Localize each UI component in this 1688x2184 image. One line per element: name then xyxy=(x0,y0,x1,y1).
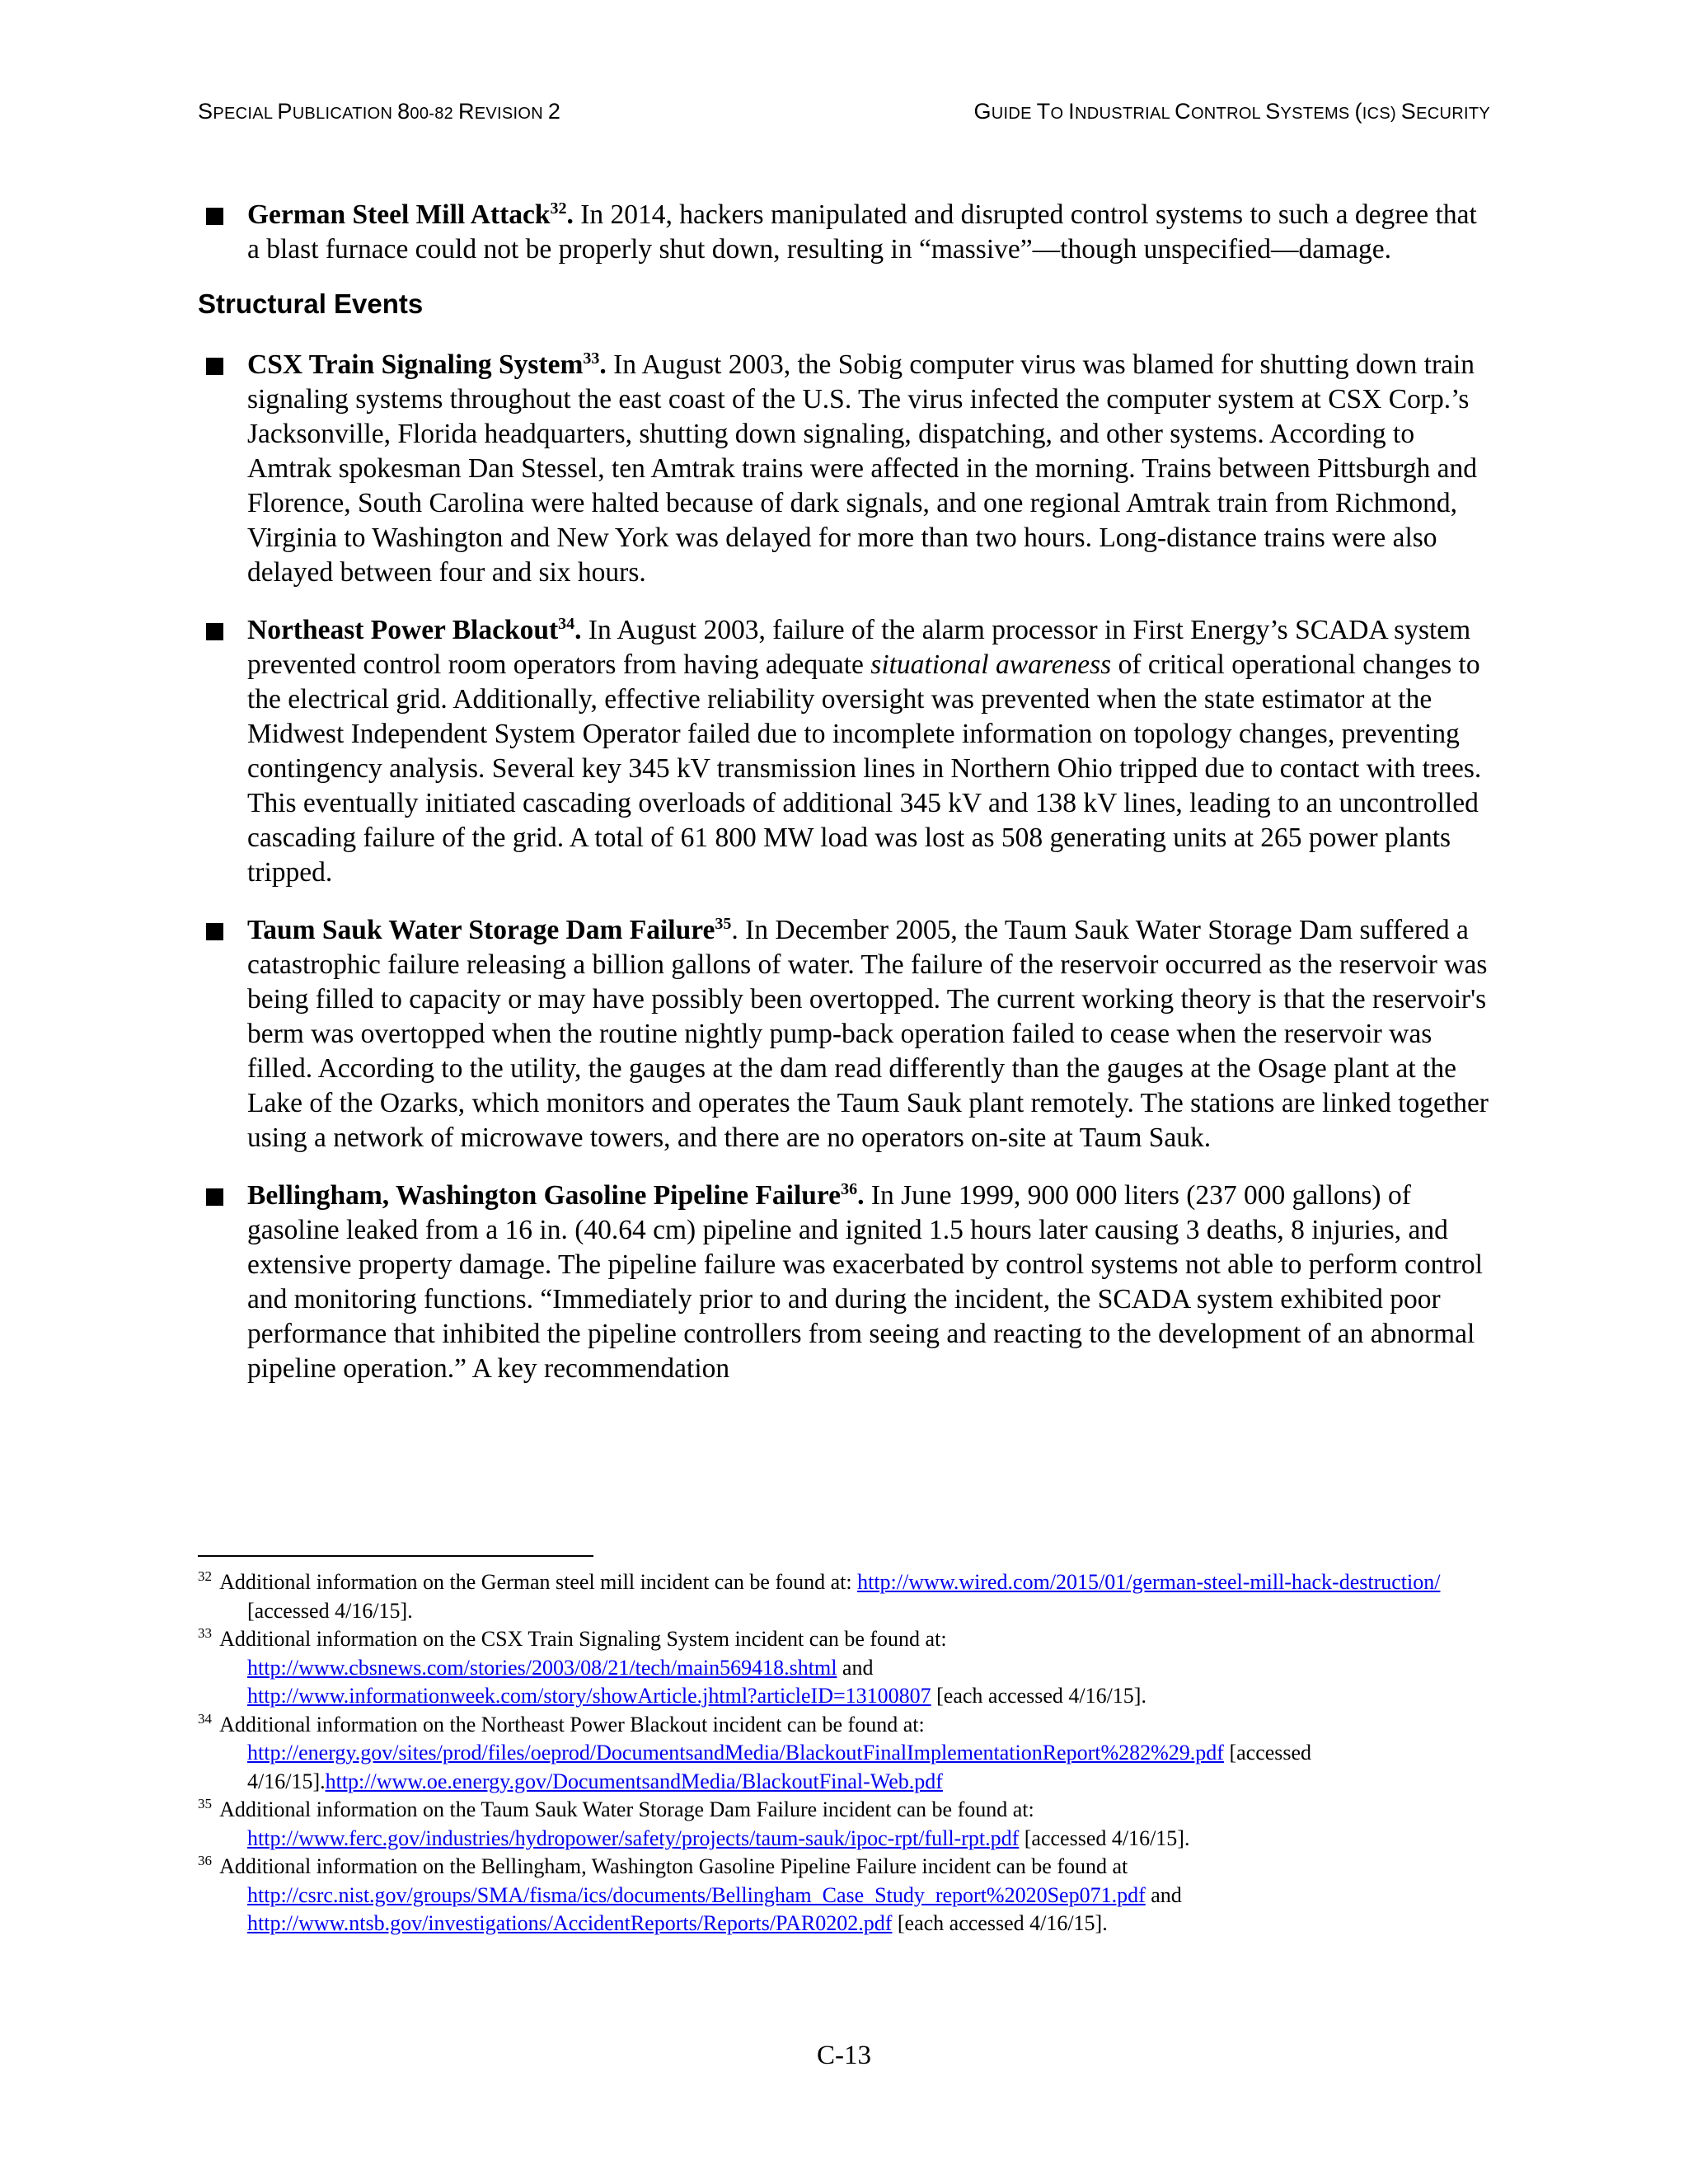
footnote-ref[interactable]: 32 xyxy=(550,199,567,218)
footnote-mid: [accessed 4/16/15]. xyxy=(247,1741,1312,1793)
bullet-text: In 2014, hackers manipulated and disrupted control systems to such a degree that a blast furnace could not be properly shut down, resulting in “massive”—though unspecified—damage. xyxy=(247,199,1477,265)
footnote-tail: [accessed 4/16/15]. xyxy=(1019,1825,1190,1850)
bullet-title: Bellingham, Washington Gasoline Pipeline Failure xyxy=(247,1180,842,1211)
bullet-taum-sauk xyxy=(198,913,1492,1155)
footnote-link[interactable]: http://www.informationweek.com/story/showArticle.jhtml?articleID=13100807 xyxy=(247,1684,931,1708)
bullet-square-icon xyxy=(206,208,223,225)
running-header xyxy=(198,99,1490,124)
footnote-link[interactable]: http://www.cbsnews.com/stories/2003/08/21/tech/main569418.shtml xyxy=(247,1655,837,1680)
footnote-mid: and xyxy=(837,1655,874,1680)
bullet-text: In December 2005, the Taum Sauk Water Storage Dam suffered a catastrophic failure releasing a billion gallons of water. The failure of the reservoir occurred as the reservoir was being filled to capacity or may have possibly been overtopped. The current working theory is that the reservoir's berm was overtopped when the routine nightly pump-back operation failed to cease when the reservoir was filled. According to the utility, the gauges at the dam read differently than the gauges at the Osage plant at the Lake of the Ozarks, which monitors and operates the Taum Sauk plant remotely. The stations are linked together using a network of microwave towers, and there are no operators on-site at Taum Sauk. xyxy=(247,915,1489,1153)
footnote-tail: [accessed 4/16/15]. xyxy=(247,1598,413,1623)
bullet-title: Taum Sauk Water Storage Dam Failure xyxy=(247,915,715,945)
footnote-36 xyxy=(198,1853,1500,1938)
footnote-tail: [each accessed 4/16/15]. xyxy=(931,1684,1146,1708)
bullet-title-punct: . xyxy=(599,349,607,380)
footnote-text: Additional information on the Bellingham, Washington Gasoline Pipeline Failure incident can be found at xyxy=(215,1854,1128,1878)
bullet-title-punct: . xyxy=(857,1180,865,1211)
bullet-square-icon xyxy=(206,1188,223,1206)
bullet-title: German Steel Mill Attack xyxy=(247,199,551,230)
bullet-title: CSX Train Signaling System xyxy=(247,349,584,380)
bullet-german-steel-mill xyxy=(198,198,1492,267)
bullet-csx xyxy=(198,348,1492,590)
bullet-square-icon xyxy=(206,623,223,640)
bullet-text: In June 1999, 900 000 liters (237 000 gallons) of gasoline leaked from a 16 in. (40.64 cm) pipeline and ignited 1.5 hours later causing 3 deaths, 8 injuries, and extensive property damage. The pipeline failure was exacerbated by control systems not able to perform control and monitoring functions. “Immediately prior to and during the incident, the SCADA system exhibited poor performance that inhibited the pipeline controllers from seeing and reacting to the development of an abnormal pipeline operation.” A key recommendation xyxy=(247,1180,1483,1384)
bullet-square-icon xyxy=(206,358,223,375)
footnote-34 xyxy=(198,1711,1500,1797)
footnote-32 xyxy=(198,1568,1500,1625)
bullet-text: In August 2003, the Sobig computer virus was blamed for shutting down train signaling systems throughout the east coast of the U.S. The virus infected the computer system at CSX Corp.’s Jacksonville, Florida headquarters, shutting down signaling, dispatching, and other systems. According to Amtrak spokesman Dan Stessel, ten Amtrak trains were affected in the morning. Trains between Pittsburgh and Florence, South Carolina were halted because of dark signals, and one regional Amtrak train from Richmond, Virginia to Washington and New York was delayed for more than two hours. Long-distance trains were also delayed between four and six hours. xyxy=(247,349,1478,588)
bullet-blackout xyxy=(198,613,1492,890)
footnote-35 xyxy=(198,1796,1500,1853)
footnote-number: 35 xyxy=(198,1796,212,1812)
footnote-33 xyxy=(198,1625,1500,1711)
footnote-ref[interactable]: 34 xyxy=(558,614,575,633)
footnote-link[interactable]: http://csrc.nist.gov/groups/SMA/fisma/ics/documents/Bellingham_Case_Study_report%2020Sep071.pdf xyxy=(247,1882,1146,1907)
footnotes xyxy=(198,1568,1500,1938)
main-content xyxy=(198,198,1492,1386)
bullet-text: In August 2003, failure of the alarm processor in First Energy’s SCADA system prevented control room operators from having adequate xyxy=(247,615,1471,680)
footnote-text: Additional information on the Taum Sauk Water Storage Dam Failure incident can be found at: xyxy=(215,1797,1034,1821)
footnote-ref[interactable]: 35 xyxy=(715,914,732,933)
section-heading: Structural Events xyxy=(198,288,424,319)
footnote-ref[interactable]: 36 xyxy=(841,1179,858,1198)
header-left: SPECIAL PUBLICATION 800-82 REVISION 2 xyxy=(198,99,561,124)
footnote-tail: [each accessed 4/16/15]. xyxy=(892,1911,1108,1935)
footnote-number: 33 xyxy=(198,1625,212,1642)
footnote-link[interactable]: http://www.wired.com/2015/01/german-steel-mill-hack-destruction/ xyxy=(857,1570,1441,1594)
bullet-title-punct: . xyxy=(574,615,582,645)
bullet-text: of critical operational changes to the electrical grid. Additionally, effective reliability oversight was prevented when the state estimator at the Midwest Independent System Operator failed due to incomplete information on topology changes, preventing contingency analysis. Several key 345 kV transmission lines in Northern Ohio tripped due to contact with trees. This eventually initiated cascading overloads of additional 345 kV and 138 kV lines, leading to an uncontrolled cascading failure of the grid. A total of 61 800 MW load was lost as 508 generating units at 265 power plants tripped. xyxy=(247,649,1482,888)
bullet-title-punct: . xyxy=(566,199,574,230)
bullet-square-icon xyxy=(206,923,223,940)
footnote-separator xyxy=(198,1555,593,1557)
bullet-text-italic: situational awareness xyxy=(870,649,1112,680)
footnote-number: 32 xyxy=(198,1568,212,1585)
header-right: GUIDE TO INDUSTRIAL CONTROL SYSTEMS (ICS) SECURITY xyxy=(973,99,1490,124)
footnote-text: Additional information on the CSX Train Signaling System incident can be found at: xyxy=(215,1627,947,1651)
footnote-link[interactable]: http://energy.gov/sites/prod/files/oeprod/DocumentsandMedia/BlackoutFinalImplementationReport%282%29.pdf xyxy=(247,1741,1224,1765)
bullet-title: Northeast Power Blackout xyxy=(247,615,559,645)
bullet-title-punct: . xyxy=(731,915,738,945)
footnote-ref[interactable]: 33 xyxy=(583,349,600,368)
page-number: C-13 xyxy=(817,2041,871,2070)
footnote-text: Additional information on the German steel mill incident can be found at: xyxy=(215,1570,858,1594)
footnote-link[interactable]: http://www.oe.energy.gov/DocumentsandMedia/BlackoutFinal-Web.pdf xyxy=(325,1769,943,1793)
footnote-number: 34 xyxy=(198,1710,212,1727)
bullet-bellingham xyxy=(198,1179,1492,1386)
footnote-number: 36 xyxy=(198,1853,212,1869)
footnote-mid: and xyxy=(1145,1882,1182,1907)
footnote-text: Additional information on the Northeast Power Blackout incident can be found at: xyxy=(215,1712,925,1736)
footnote-link[interactable]: http://www.ferc.gov/industries/hydropower/safety/projects/taum-sauk/ipoc-rpt/full-rpt.pdf xyxy=(247,1825,1020,1850)
footnote-link[interactable]: http://www.ntsb.gov/investigations/AccidentReports/Reports/PAR0202.pdf xyxy=(247,1911,893,1935)
